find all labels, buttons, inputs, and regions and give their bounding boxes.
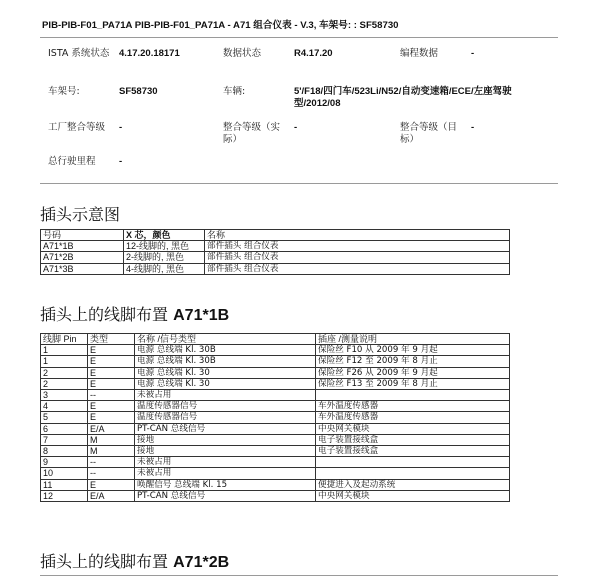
row-pin: 7 [41, 434, 88, 445]
mileage-value: - [119, 156, 123, 167]
col-header-code: 号码 [41, 230, 124, 241]
row-signal: 电源 总线端 Kl. 30B [135, 345, 316, 356]
row-type: E [88, 356, 135, 367]
pin-assignment-2b-title-cn: 插头上的线脚布置 [40, 552, 169, 571]
row-type: -- [88, 457, 135, 468]
col-header-signal: 名称 /信号类型 [135, 334, 316, 345]
row-code: A71*3B [41, 263, 124, 274]
table-row [41, 490, 510, 501]
row-pin: 5 [41, 412, 88, 423]
pin-assignment-1b-title-cn: 插头上的线脚布置 [40, 305, 169, 324]
table-row [41, 479, 510, 490]
row-socket: 车外温度传感器 [316, 412, 510, 423]
table-row [41, 412, 510, 423]
row-socket: 保险丝 F13 至 2009 年 8 月止 [316, 378, 510, 389]
table-row [41, 423, 510, 434]
row-signal: 接地 [135, 434, 316, 445]
row-type: M [88, 434, 135, 445]
target-level-label: 整合等级（目标） [400, 122, 458, 145]
row-signal: 电源 总线端 Kl. 30B [135, 356, 316, 367]
row-pin: 4 [41, 401, 88, 412]
table-row [41, 356, 510, 367]
row-pins: 4-线脚的, 黑色 [124, 263, 205, 274]
row-signal: 唤醒信号 总线端 Kl. 15 [135, 479, 316, 490]
row-pin: 1 [41, 356, 88, 367]
table-row [41, 367, 510, 378]
row-type: E [88, 378, 135, 389]
ista-value: 4.17.20.18171 [119, 48, 180, 59]
col-header-type: 类型 [88, 334, 135, 345]
row-type: E [88, 412, 135, 423]
row-type: E [88, 345, 135, 356]
header-divider [40, 37, 558, 38]
row-pins: 2-线脚的, 黑色 [124, 252, 205, 263]
row-socket: 中央网关模块 [316, 423, 510, 434]
table-row [41, 390, 510, 401]
vin-label: 车架号: [48, 86, 80, 97]
table-row [41, 401, 510, 412]
row-socket: 中央网关模块 [316, 490, 510, 501]
info-divider [40, 183, 558, 184]
factory-level-label: 工厂整合等级 [48, 122, 106, 133]
row-signal: 温度传感器信号 [135, 412, 316, 423]
row-socket: 便捷进入及起动系统 [316, 479, 510, 490]
row-socket: 保险丝 F10 从 2009 年 9 月起 [316, 345, 510, 356]
mileage-label: 总行驶里程 [48, 156, 96, 167]
row-signal: 电源 总线端 Kl. 30 [135, 367, 316, 378]
table-row [41, 457, 510, 468]
actual-level-value: - [294, 122, 298, 133]
col-header-name: 名称 [205, 230, 510, 241]
document-header: PIB-PIB-F01_PA71A PIB-PIB-F01_PA71A - A71 组合仪表 - V.3, 车架号: : SF58730 [42, 20, 399, 31]
row-pins: 12-线脚的, 黑色 [124, 241, 205, 252]
actual-level-label: 整合等级（实际） [223, 122, 281, 145]
row-socket: 保险丝 F26 从 2009 年 9 月起 [316, 367, 510, 378]
row-signal: PT-CAN 总线信号 [135, 490, 316, 501]
row-pin: 1 [41, 345, 88, 356]
vin-value: SF58730 [119, 86, 158, 97]
row-pin: 11 [41, 479, 88, 490]
row-socket [316, 457, 510, 468]
vehicle-label: 车辆: [223, 86, 246, 97]
connector-diagram-title-text: 插头示意图 [40, 205, 121, 224]
row-socket [316, 390, 510, 401]
row-pin: 3 [41, 390, 88, 401]
data-status-value: R4.17.20 [294, 48, 333, 59]
row-socket: 电子装置接线盒 [316, 446, 510, 457]
table-header-row [41, 230, 510, 241]
row-pin: 6 [41, 423, 88, 434]
row-name: 部件插头 组合仪表 [205, 241, 510, 252]
row-pin: 2 [41, 378, 88, 389]
row-signal: 未被占用 [135, 390, 316, 401]
table-row [41, 263, 510, 274]
row-type: M [88, 446, 135, 457]
pin-assignment-1b-title [40, 302, 229, 325]
row-type: E/A [88, 423, 135, 434]
row-type: E [88, 479, 135, 490]
row-type: -- [88, 390, 135, 401]
row-socket: 保险丝 F12 至 2009 年 8 月止 [316, 356, 510, 367]
vehicle-info-block [48, 48, 568, 176]
row-signal: 未被占用 [135, 457, 316, 468]
row-type: E/A [88, 490, 135, 501]
row-type: E [88, 367, 135, 378]
pin-assignment-1b-title-code: A71*1B [173, 307, 230, 324]
ista-label: ISTA 系统状态 [48, 48, 110, 59]
row-name: 部件插头 组合仪表 [205, 263, 510, 274]
table-header-row [41, 334, 510, 345]
col-header-pin: 线脚 Pin [41, 334, 88, 345]
target-level-value: - [471, 122, 475, 133]
col-header-socket: 插座 /测量说明 [316, 334, 510, 345]
col-header-pins: X 芯，颜色 [124, 230, 205, 241]
factory-level-value: - [119, 122, 123, 133]
vehicle-value: 5'/F18/四门车/523Li/N52/自动变速箱/ECE/左座驾驶型/2012/08 [294, 86, 512, 109]
row-signal: 接地 [135, 446, 316, 457]
row-socket: 电子装置接线盒 [316, 434, 510, 445]
connector-table [40, 229, 510, 275]
table-row [41, 241, 510, 252]
programming-label: 编程数据 [400, 48, 439, 59]
table-row [41, 468, 510, 479]
row-signal: 未被占用 [135, 468, 316, 479]
row-pin: 2 [41, 367, 88, 378]
row-code: A71*1B [41, 241, 124, 252]
programming-value: - [471, 48, 475, 59]
bottom-divider [40, 575, 558, 576]
row-pin: 8 [41, 446, 88, 457]
row-pin: 10 [41, 468, 88, 479]
pin-assignment-2b-title [40, 549, 229, 572]
table-row [41, 434, 510, 445]
row-name: 部件插头 组合仪表 [205, 252, 510, 263]
row-socket: 车外温度传感器 [316, 401, 510, 412]
row-signal: PT-CAN 总线信号 [135, 423, 316, 434]
row-pin: 12 [41, 490, 88, 501]
pin-assignment-table [40, 333, 510, 502]
table-row [41, 446, 510, 457]
table-row [41, 345, 510, 356]
row-socket [316, 468, 510, 479]
row-signal: 电源 总线端 Kl. 30 [135, 378, 316, 389]
row-signal: 温度传感器信号 [135, 401, 316, 412]
row-code: A71*2B [41, 252, 124, 263]
table-row [41, 378, 510, 389]
connector-diagram-title [40, 202, 120, 225]
pin-assignment-2b-title-code: A71*2B [173, 554, 230, 571]
row-type: -- [88, 468, 135, 479]
data-status-label: 数据状态 [223, 48, 262, 59]
row-pin: 9 [41, 457, 88, 468]
table-row [41, 252, 510, 263]
row-type: E [88, 401, 135, 412]
